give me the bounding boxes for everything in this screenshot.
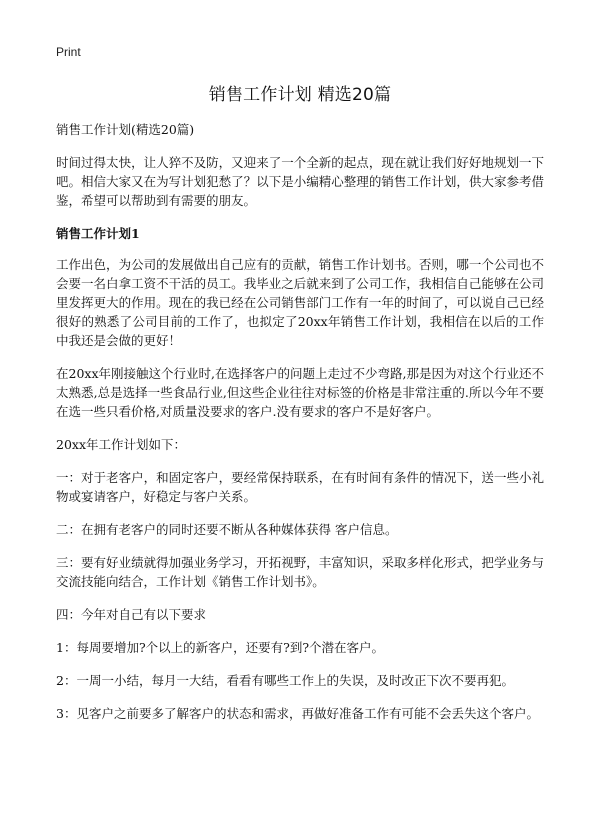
paragraph-1: 工作出色，为公司的发展做出自己应有的贡献，销售工作计划书。否则，哪一个公司也不会要一名白拿工资不干活的员工。我毕业之后就来到了公司工作，我相信自己能够在公司里发挥更大的作用。现在的我已经在公司销售部门工作有一年的时间了，可以说自己已经很好的熟悉了公司目前的工作了，也拟定了20xx年销售工作计划，我相信在以后的工作中我还是会做的更好！ xyxy=(56,257,544,348)
print-label: Print xyxy=(56,45,81,59)
document-subtitle: 销售工作计划(精选20篇) xyxy=(56,122,195,137)
paragraph-2: 在20xx年刚接触这个行业时,在选择客户的问题上走过不少弯路,那是因为对这个行业还不太熟悉,总是选择一些食品行业,但这些企业往往对标签的价格是非常注重的.所以今年不要在选一些只看价格,对质量没要求的客户.没有要求的客户不是好客户。 xyxy=(56,366,544,419)
plan-item-4: 四：今年对自己有以下要求 xyxy=(56,607,207,622)
document-body xyxy=(56,120,544,737)
requirement-3: 3：见客户之前要多了解客户的状态和需求，再做好准备工作有可能不会丢失这个客户。 xyxy=(56,706,539,721)
intro-paragraph: 时间过得太快，让人猝不及防，又迎来了一个全新的起点，现在就让我们好好地规划一下吧。相信大家又在为写计划犯愁了？以下是小编精心整理的销售工作计划，供大家参考借鉴，希望可以帮助到有需要的朋友。 xyxy=(56,155,544,208)
plan-item-1: 一：对于老客户，和固定客户，要经常保持联系，在有时间有条件的情况下，送一些小礼物或宴请客户，好稳定与客户关系。 xyxy=(56,470,544,504)
requirement-1: 1：每周要增加?个以上的新客户，还要有?到?个潜在客户。 xyxy=(56,640,385,655)
plan-item-2: 二：在拥有老客户的同时还要不断从各种媒体获得 客户信息。 xyxy=(56,522,398,537)
page-title: 销售工作计划 精选20篇 xyxy=(208,85,392,105)
requirement-2: 2：一周一小结，每月一大结，看看有哪些工作上的失误，及时改正下次不要再犯。 xyxy=(56,673,514,688)
section-heading: 销售工作计划1 xyxy=(56,226,140,241)
plan-intro: 20xx年工作计划如下： xyxy=(56,437,187,452)
plan-item-3: 三：要有好业绩就得加强业务学习，开拓视野，丰富知识，采取多样化形式，把学业务与交流技能向结合，工作计划《销售工作计划书》。 xyxy=(56,555,544,589)
